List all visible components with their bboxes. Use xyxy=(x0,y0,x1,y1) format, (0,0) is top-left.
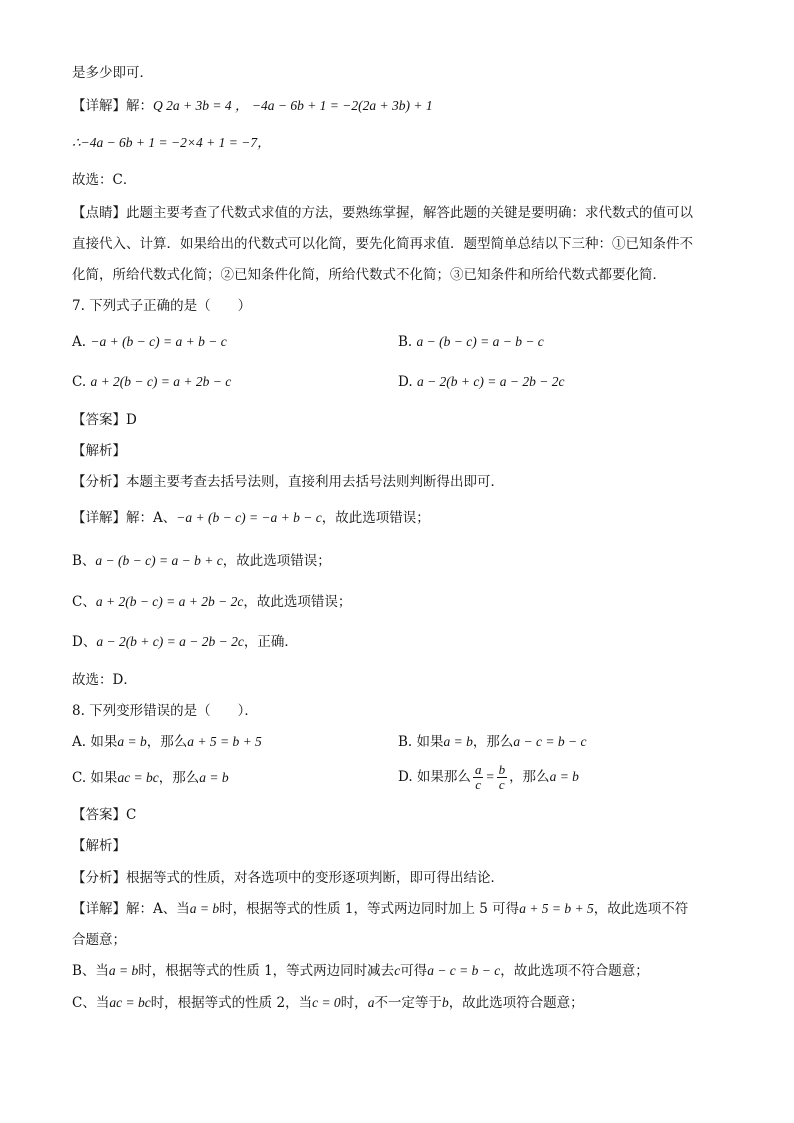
text-line: 故选：C． xyxy=(72,172,137,188)
analysis-heading: 【解析】 xyxy=(72,443,126,459)
fraction: $\frac{b}{c}$ xyxy=(498,762,506,792)
option-a: A. −a + (b − c) = a + b − c xyxy=(72,334,227,350)
detail-line: B、a − (b − c) = a − b + c，故此选项错误； xyxy=(72,553,331,569)
option-d: D. 如果那么 $\frac{a}{c}$ = $\frac{b}{c}$ ，那么a = b xyxy=(398,762,579,792)
text-line: 【点睛】此题主要考查了代数式求值的方法，要熟练掌握，解答此题的关键是要明确：求代数式的值可以 xyxy=(72,205,693,221)
option-b: B. a − (b − c) = a − b − c xyxy=(398,334,544,350)
detail-line: 合题意； xyxy=(72,932,126,948)
option-b: B. 如果a = b，那么a − c = b − c xyxy=(398,734,587,750)
answer: 【答案】C xyxy=(72,807,137,823)
detail-line: D、a − 2(b + c) = a − 2b − 2c，正确． xyxy=(72,634,298,650)
fraction: $\frac{a}{c}$ xyxy=(474,762,482,792)
text-line: 直接代入、计算．如果给出的代数式可以化简，要先化简再求值．题型简单总结以下三种：①已知条件不 xyxy=(72,236,693,252)
option-a: A. 如果a = b，那么a + 5 = b + 5 xyxy=(72,734,262,750)
answer: 【答案】D xyxy=(72,412,137,428)
conclusion: 故选：D． xyxy=(72,672,137,688)
analysis-text: 【分析】本题主要考查去括号法则，直接利用去括号法则判断得出即可． xyxy=(72,474,504,490)
question-7: 7. 下列式子正确的是（ ） xyxy=(72,298,252,314)
option-d: D. a − 2(b + c) = a − 2b − 2c xyxy=(398,374,565,390)
detail-line: 【详解】解：A、当a = b时，根据等式的性质 1，等式两边同时加上 5 可得a + 5 = b + 5，故此选项不符 xyxy=(72,901,689,917)
text-line: 【详解】解：Q 2a + 3b = 4 ， −4a − 6b + 1 = −2(2a + 3b) + 1 xyxy=(72,98,433,114)
detail-line: 【详解】解：A、−a + (b − c) = −a + b − c，故此选项错误； xyxy=(72,510,430,526)
detail-line: B、当a = b时，根据等式的性质 1，等式两边同时减去c可得a − c = b − c，故此选项不符合题意； xyxy=(72,963,649,979)
detail-line: C、当ac = bc时，根据等式的性质 2，当c = 0时，a不一定等于b，故此选项符合题意； xyxy=(72,995,584,1011)
question-8: 8. 下列变形错误的是（ ）． xyxy=(72,703,258,719)
text-line: 是多少即可． xyxy=(72,65,153,81)
analysis-text: 【分析】根据等式的性质，对各选项中的变形逐项判断，即可得出结论． xyxy=(72,870,504,886)
option-c: C. 如果ac = bc，那么a = b xyxy=(72,770,229,786)
text-line: 化简，所给代数式化简；②已知条件化简，所给代数式不化简；③已知条件和所给代数式都要化简． xyxy=(72,267,666,283)
analysis-heading: 【解析】 xyxy=(72,838,126,854)
detail-line: C、a + 2(b − c) = a + 2b − 2c，故此选项错误； xyxy=(72,594,352,610)
option-c: C. a + 2(b − c) = a + 2b − c xyxy=(72,374,232,390)
text-line: ∴−4a − 6b + 1 = −2×4 + 1 = −7， xyxy=(72,135,271,150)
